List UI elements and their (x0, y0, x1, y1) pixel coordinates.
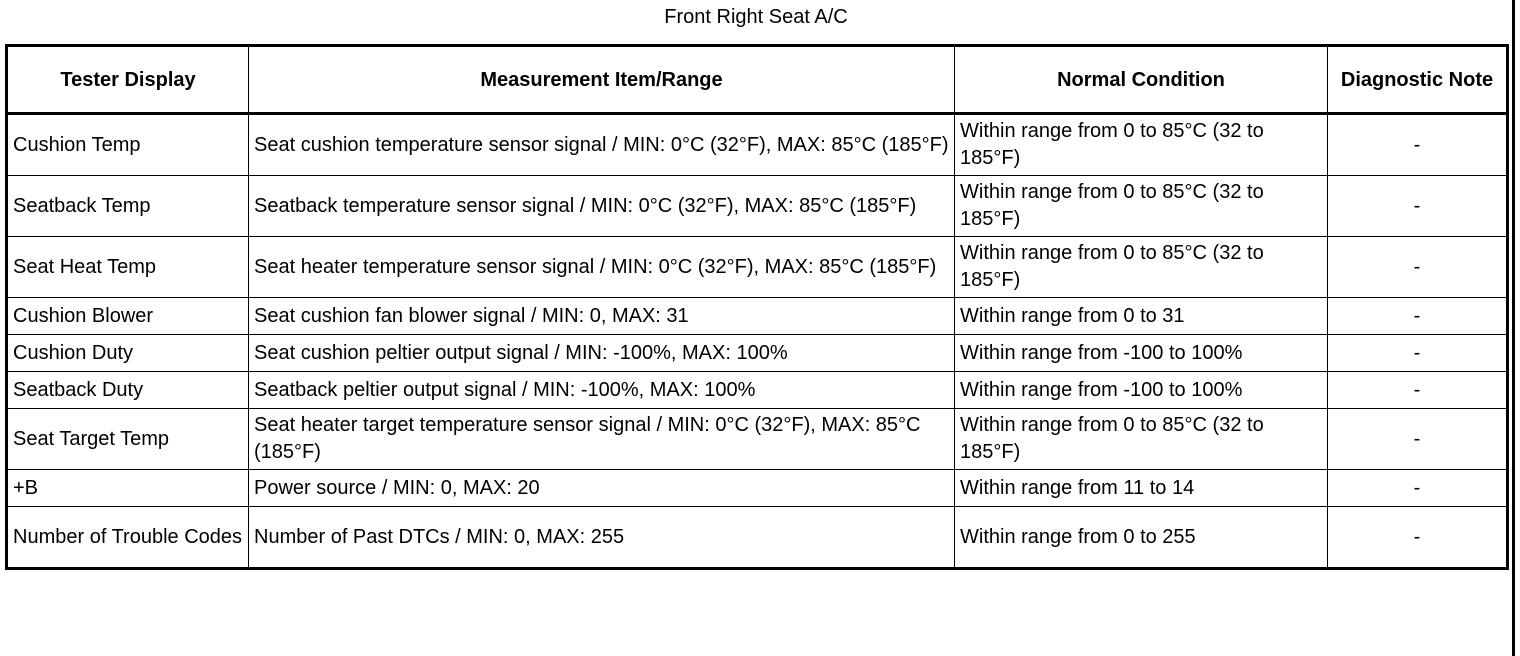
header-tester-display: Tester Display (7, 46, 249, 114)
diagnostic-note-cell: - (1328, 114, 1508, 176)
measurement-item-cell: Seat cushion fan blower signal / MIN: 0, MAX: 31 (249, 298, 955, 335)
page-edge-rule (1512, 0, 1515, 656)
table-row (7, 335, 1508, 372)
table-row (7, 470, 1508, 507)
measurement-item-cell: Seat heater target temperature sensor signal / MIN: 0°C (32°F), MAX: 85°C (185°F) (249, 409, 955, 470)
diagnostic-note-cell: - (1328, 176, 1508, 237)
diagnostic-note-cell: - (1328, 470, 1508, 507)
page-title: Front Right Seat A/C (664, 6, 848, 28)
measurement-item-cell: Seat heater temperature sensor signal / MIN: 0°C (32°F), MAX: 85°C (185°F) (249, 237, 955, 298)
normal-condition-cell: Within range from 0 to 255 (955, 507, 1328, 569)
measurement-item-cell: Seatback peltier output signal / MIN: -100%, MAX: 100% (249, 372, 955, 409)
diagnostic-note-cell: - (1328, 298, 1508, 335)
normal-condition-cell: Within range from -100 to 100% (955, 372, 1328, 409)
table-row (7, 507, 1508, 569)
header-measurement-item: Measurement Item/Range (249, 46, 955, 114)
tester-display-cell: +B (7, 470, 249, 507)
normal-condition-cell: Within range from 0 to 85°C (32 to 185°F) (955, 176, 1328, 237)
table-row (7, 409, 1508, 470)
tester-display-cell: Cushion Blower (7, 298, 249, 335)
measurement-item-cell: Seatback temperature sensor signal / MIN: 0°C (32°F), MAX: 85°C (185°F) (249, 176, 955, 237)
measurement-item-cell: Seat cushion temperature sensor signal / MIN: 0°C (32°F), MAX: 85°C (185°F) (249, 114, 955, 176)
tester-display-cell: Seatback Temp (7, 176, 249, 237)
diagnostic-note-cell: - (1328, 409, 1508, 470)
header-row (7, 46, 1508, 114)
header-normal-condition: Normal Condition (955, 46, 1328, 114)
measurement-item-cell: Number of Past DTCs / MIN: 0, MAX: 255 (249, 507, 955, 569)
measurement-item-cell: Power source / MIN: 0, MAX: 20 (249, 470, 955, 507)
diagnostic-note-cell: - (1328, 507, 1508, 569)
header-diagnostic-note: Diagnostic Note (1328, 46, 1508, 114)
normal-condition-cell: Within range from 0 to 31 (955, 298, 1328, 335)
normal-condition-cell: Within range from 0 to 85°C (32 to 185°F) (955, 237, 1328, 298)
measurement-item-cell: Seat cushion peltier output signal / MIN: -100%, MAX: 100% (249, 335, 955, 372)
table-row (7, 372, 1508, 409)
tester-display-cell: Seat Target Temp (7, 409, 249, 470)
diagnostic-note-cell: - (1328, 237, 1508, 298)
diagnostic-note-cell: - (1328, 335, 1508, 372)
table-row (7, 176, 1508, 237)
data-list-table (5, 44, 1509, 570)
tester-display-cell: Seatback Duty (7, 372, 249, 409)
diagnostic-note-cell: - (1328, 372, 1508, 409)
table-row (7, 298, 1508, 335)
tester-display-cell: Seat Heat Temp (7, 237, 249, 298)
tester-display-cell: Number of Trouble Codes (7, 507, 249, 569)
normal-condition-cell: Within range from 11 to 14 (955, 470, 1328, 507)
table-row (7, 237, 1508, 298)
tester-display-cell: Cushion Temp (7, 114, 249, 176)
normal-condition-cell: Within range from -100 to 100% (955, 335, 1328, 372)
normal-condition-cell: Within range from 0 to 85°C (32 to 185°F) (955, 114, 1328, 176)
table-row (7, 114, 1508, 176)
tester-display-cell: Cushion Duty (7, 335, 249, 372)
normal-condition-cell: Within range from 0 to 85°C (32 to 185°F) (955, 409, 1328, 470)
